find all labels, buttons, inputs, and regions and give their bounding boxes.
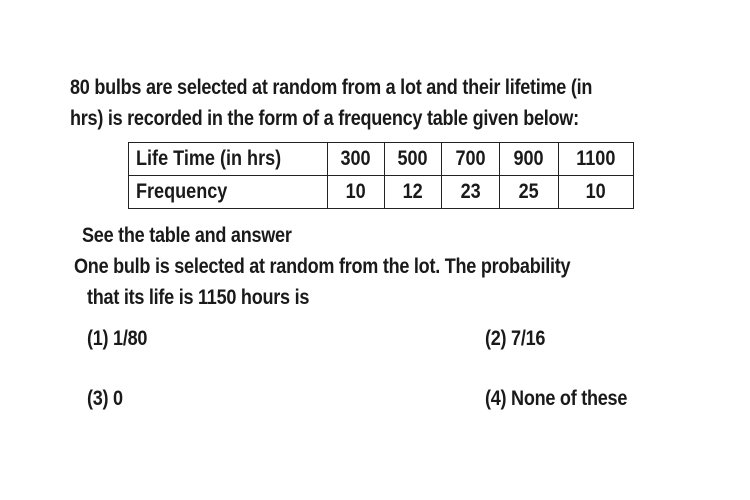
table-cell: 700 [442,143,500,176]
table-cell: 300 [328,143,385,176]
prompt-line-2: that its life is 1150 hours is [87,286,310,309]
question-line-2: hrs) is recorded in the form of a frequency table given below: [70,107,579,130]
table-row-frequency [129,176,634,209]
table-cell: 12 [385,176,442,209]
table-cell: 25 [500,176,559,209]
table-header-frequency: Frequency [129,176,328,209]
table-cell: 1100 [559,143,634,176]
option-3[interactable]: (3) 0 [87,387,123,410]
table-cell: 900 [500,143,559,176]
table-cell: 500 [385,143,442,176]
table-header-lifetime: Life Time (in hrs) [129,143,328,176]
option-1[interactable]: (1) 1/80 [87,327,148,350]
table-cell: 23 [442,176,500,209]
table-cell: 10 [328,176,385,209]
table-cell: 10 [559,176,634,209]
table-row-lifetime [129,143,634,176]
option-2[interactable]: (2) 7/16 [485,327,546,350]
instruction-text: See the table and answer [82,224,292,247]
question-line-1: 80 bulbs are selected at random from a lot and their lifetime (in [70,76,593,99]
option-4[interactable]: (4) None of these [485,387,628,410]
prompt-line-1: One bulb is selected at random from the lot. The probability [74,255,571,278]
frequency-table [128,142,634,209]
